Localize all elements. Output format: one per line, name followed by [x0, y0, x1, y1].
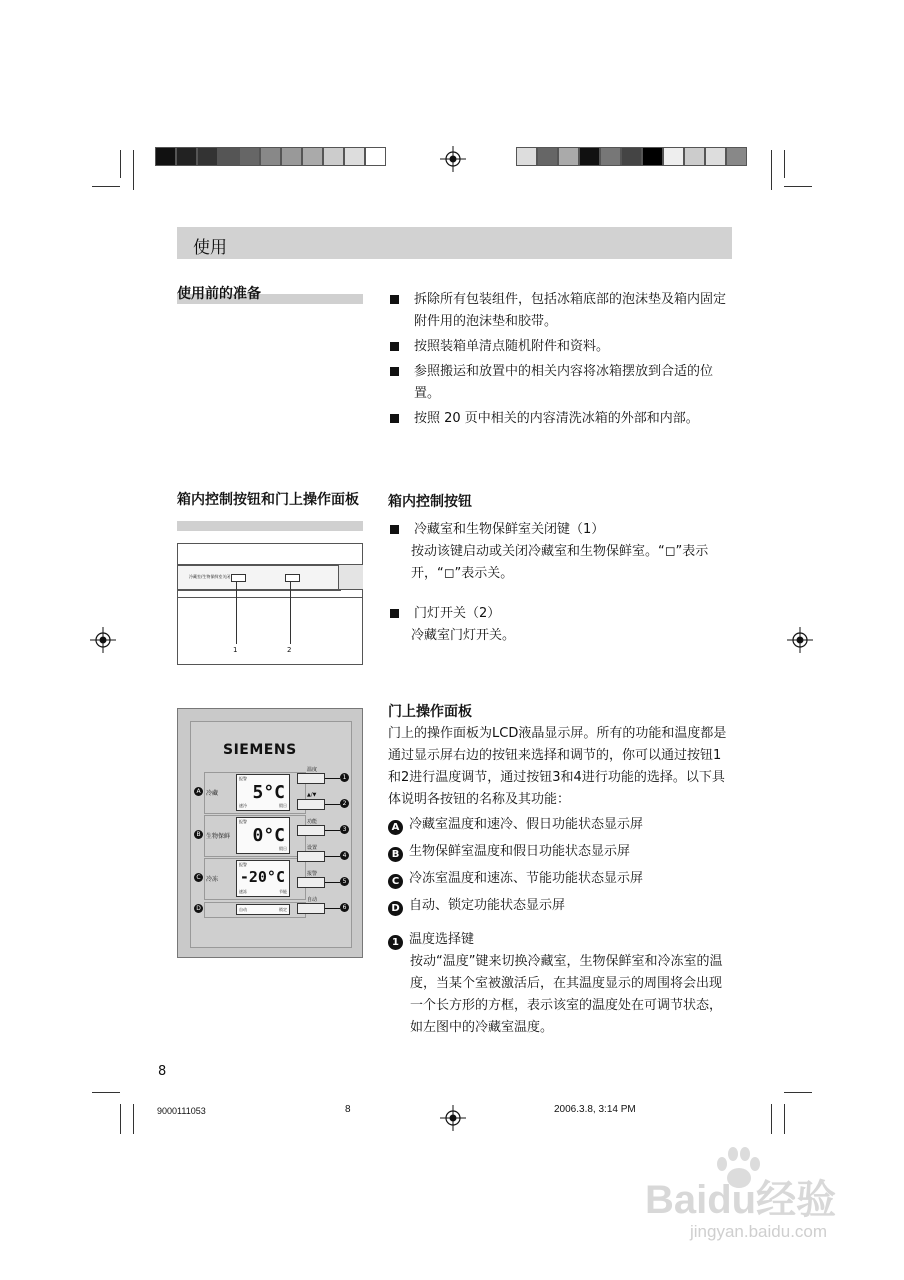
panel-button-label: 温度	[307, 767, 318, 773]
color-swatch	[218, 147, 239, 166]
panel-zone-name: 生物保鲜	[206, 833, 231, 840]
key1-block	[388, 929, 734, 1039]
lcd-temperature: -20°C	[239, 868, 285, 886]
door-panel-heading: 门上操作面板	[388, 704, 472, 720]
prep-item	[388, 289, 734, 333]
door-panel-image	[177, 708, 363, 958]
color-swatch	[302, 147, 323, 166]
bullet-square-icon	[390, 342, 399, 351]
panel-button-label: 设置	[307, 845, 318, 851]
color-swatch	[365, 147, 386, 166]
footer-center: 8	[345, 1104, 351, 1115]
prep-item	[388, 336, 734, 358]
control-item-1-title: 冷藏室和生物保鲜室关闭键（1）	[414, 522, 605, 537]
legend-item	[388, 838, 734, 865]
panel-button-label: ▲/▼	[307, 792, 317, 798]
color-swatch	[537, 147, 558, 166]
footer-left: 9000111053	[157, 1106, 206, 1116]
panel-zone-name: 冷冻	[206, 876, 219, 883]
lcd-bottom-left-label: 自动	[239, 907, 247, 912]
panel-lcd	[236, 817, 290, 854]
lcd-top-label: 报警	[239, 862, 247, 867]
section-title-bar	[177, 227, 732, 259]
legend-text: 冷藏室温度和速冷、假日功能状态显示屏	[409, 817, 644, 832]
panel-button-number: 2	[340, 799, 349, 808]
panel-zone-letter: D	[194, 904, 203, 913]
prep-item-text: 按照装箱单清点随机附件和资料。	[414, 339, 610, 354]
control-item-2-title: 门灯开关（2）	[414, 606, 501, 621]
panel-button-number: 3	[340, 825, 349, 834]
footer-right: 2006.3.8, 3:14 PM	[554, 1104, 636, 1115]
diagram-switch-1	[231, 574, 246, 582]
color-swatch	[663, 147, 684, 166]
panel-button-leader	[325, 778, 340, 779]
panel-zone-name: 冷藏	[206, 790, 219, 797]
panel-button-leader	[325, 804, 340, 805]
lcd-bottom-right-label: 假日	[279, 846, 287, 851]
lcd-top-label: 报警	[239, 819, 247, 824]
panel-lcd	[236, 904, 290, 915]
panel-button[interactable]	[297, 851, 325, 862]
panel-button-number: 6	[340, 903, 349, 912]
lcd-bottom-left-label: 速冻	[239, 889, 247, 894]
color-swatch	[155, 147, 176, 166]
panel-button-number: 5	[340, 877, 349, 886]
prep-item-text: 拆除所有包装组件，包括冰箱底部的泡沫垫及箱内固定附件用的泡沫垫和胶带。	[414, 292, 727, 329]
color-swatch	[281, 147, 302, 166]
diagram-tiny-text: 冷藏室/生物保鲜室关闭	[189, 574, 231, 579]
control-item-1-text: 按动该键启动或关闭冷藏室和生物保鲜室。“◻”表示开，“◻”表示关。	[411, 544, 709, 581]
prep-heading: 使用前的准备	[177, 286, 261, 302]
color-swatches-left	[155, 147, 386, 166]
panel-button-label: 功能	[307, 819, 318, 825]
prep-item	[388, 361, 734, 405]
panel-button-leader	[325, 882, 340, 883]
panel-button-leader	[325, 830, 340, 831]
key1-number-badge: 1	[388, 935, 403, 950]
prep-list	[388, 289, 734, 433]
legend-item	[388, 892, 734, 919]
color-swatch	[621, 147, 642, 166]
color-swatch	[579, 147, 600, 166]
lcd-bottom-right-label: 假日	[279, 803, 287, 808]
color-swatch	[197, 147, 218, 166]
panel-button[interactable]	[297, 903, 325, 914]
color-swatch	[642, 147, 663, 166]
legend-text: 生物保鲜室温度和假日功能状态显示屏	[409, 844, 631, 859]
bullet-square-icon	[390, 295, 399, 304]
watermark-logo: Baidu经验	[645, 1178, 837, 1222]
diagram-label-2: 2	[287, 646, 292, 654]
controls-heading: 箱内控制按钮	[388, 494, 472, 510]
panel-lcd	[236, 860, 290, 897]
control-item-2-text: 冷藏室门灯开关。	[411, 628, 516, 643]
control-item-1	[388, 519, 734, 585]
watermark-url: jingyan.baidu.com	[690, 1222, 828, 1241]
diagram-switch-2	[285, 574, 300, 582]
panel-button-number: 4	[340, 851, 349, 860]
controls-left-heading: 箱内控制按钮和门上操作面板	[177, 492, 359, 508]
door-panel-legend	[388, 811, 734, 919]
legend-letter-badge: B	[388, 847, 403, 862]
lcd-bottom-right-label: 节能	[279, 889, 287, 894]
lcd-bottom-right-label: 锁定	[279, 907, 287, 912]
panel-zone-letter: A	[194, 787, 203, 796]
panel-button-leader	[325, 908, 340, 909]
color-swatch	[176, 147, 197, 166]
bullet-square-icon	[390, 414, 399, 423]
color-swatch	[260, 147, 281, 166]
color-swatch	[323, 147, 344, 166]
key1-text: 按动“温度”键来切换冷藏室，生物保鲜室和冷冻室的温度，当某个室被激活后，在其温度显示的周围将会出现一个长方形的方框，表示该室的温度处在可调节状态，如左图中的冷藏室温度。	[410, 954, 723, 1035]
door-panel-intro: 门上的操作面板为LCD液晶显示屏。所有的功能和温度都是通过显示屏右边的按钮来选择和调节的，你可以通过按钮1和2进行温度调节，通过按钮3和4进行功能的选择。以下具体说明各按钮的名称及其功能：	[388, 726, 727, 807]
prep-item-text: 按照 20 页中相关的内容清洗冰箱的外部和内部。	[414, 411, 699, 426]
bullet-square-icon	[390, 367, 399, 376]
lcd-bottom-left-label: 速冷	[239, 803, 247, 808]
color-swatch	[726, 147, 747, 166]
legend-item	[388, 865, 734, 892]
color-swatches-right	[516, 147, 747, 166]
panel-button-label: 报警	[307, 871, 318, 877]
page-number: 8	[158, 1064, 167, 1079]
registration-mark-left	[90, 627, 116, 653]
color-swatch	[600, 147, 621, 166]
panel-lcd	[236, 774, 290, 811]
lcd-top-label: 报警	[239, 776, 247, 781]
panel-zone-letter: C	[194, 873, 203, 882]
control-item-2	[388, 603, 734, 647]
lcd-temperature: 5°C	[252, 782, 285, 803]
lcd-temperature: 0°C	[252, 825, 285, 846]
key1-title: 温度选择键	[409, 932, 475, 947]
section-title: 使用	[193, 238, 227, 258]
legend-text: 自动、锁定功能状态显示屏	[409, 898, 566, 913]
panel-button[interactable]	[297, 773, 325, 784]
registration-mark-bottom	[440, 1105, 466, 1131]
color-swatch	[239, 147, 260, 166]
diagram-label-1: 1	[233, 646, 238, 654]
color-swatch	[705, 147, 726, 166]
color-swatch	[684, 147, 705, 166]
control-diagram	[177, 543, 363, 665]
panel-brand: SIEMENS	[223, 742, 297, 758]
registration-mark-right	[787, 627, 813, 653]
legend-item	[388, 811, 734, 838]
prep-item-text: 参照搬运和放置中的相关内容将冰箱摆放到合适的位置。	[414, 364, 714, 401]
legend-letter-badge: D	[388, 901, 403, 916]
panel-button-number: 1	[340, 773, 349, 782]
legend-letter-badge: C	[388, 874, 403, 889]
color-swatch	[344, 147, 365, 166]
registration-mark-top	[440, 146, 466, 172]
panel-button[interactable]	[297, 877, 325, 888]
color-swatch	[516, 147, 537, 166]
legend-letter-badge: A	[388, 820, 403, 835]
panel-button-leader	[325, 856, 340, 857]
prep-item	[388, 408, 734, 430]
panel-button[interactable]	[297, 799, 325, 810]
panel-zone-letter: B	[194, 830, 203, 839]
color-swatch	[558, 147, 579, 166]
legend-text: 冷冻室温度和速冻、节能功能状态显示屏	[409, 871, 644, 886]
panel-button-label: 自动	[307, 897, 318, 903]
panel-button[interactable]	[297, 825, 325, 836]
controls-heading-bar	[177, 521, 363, 531]
